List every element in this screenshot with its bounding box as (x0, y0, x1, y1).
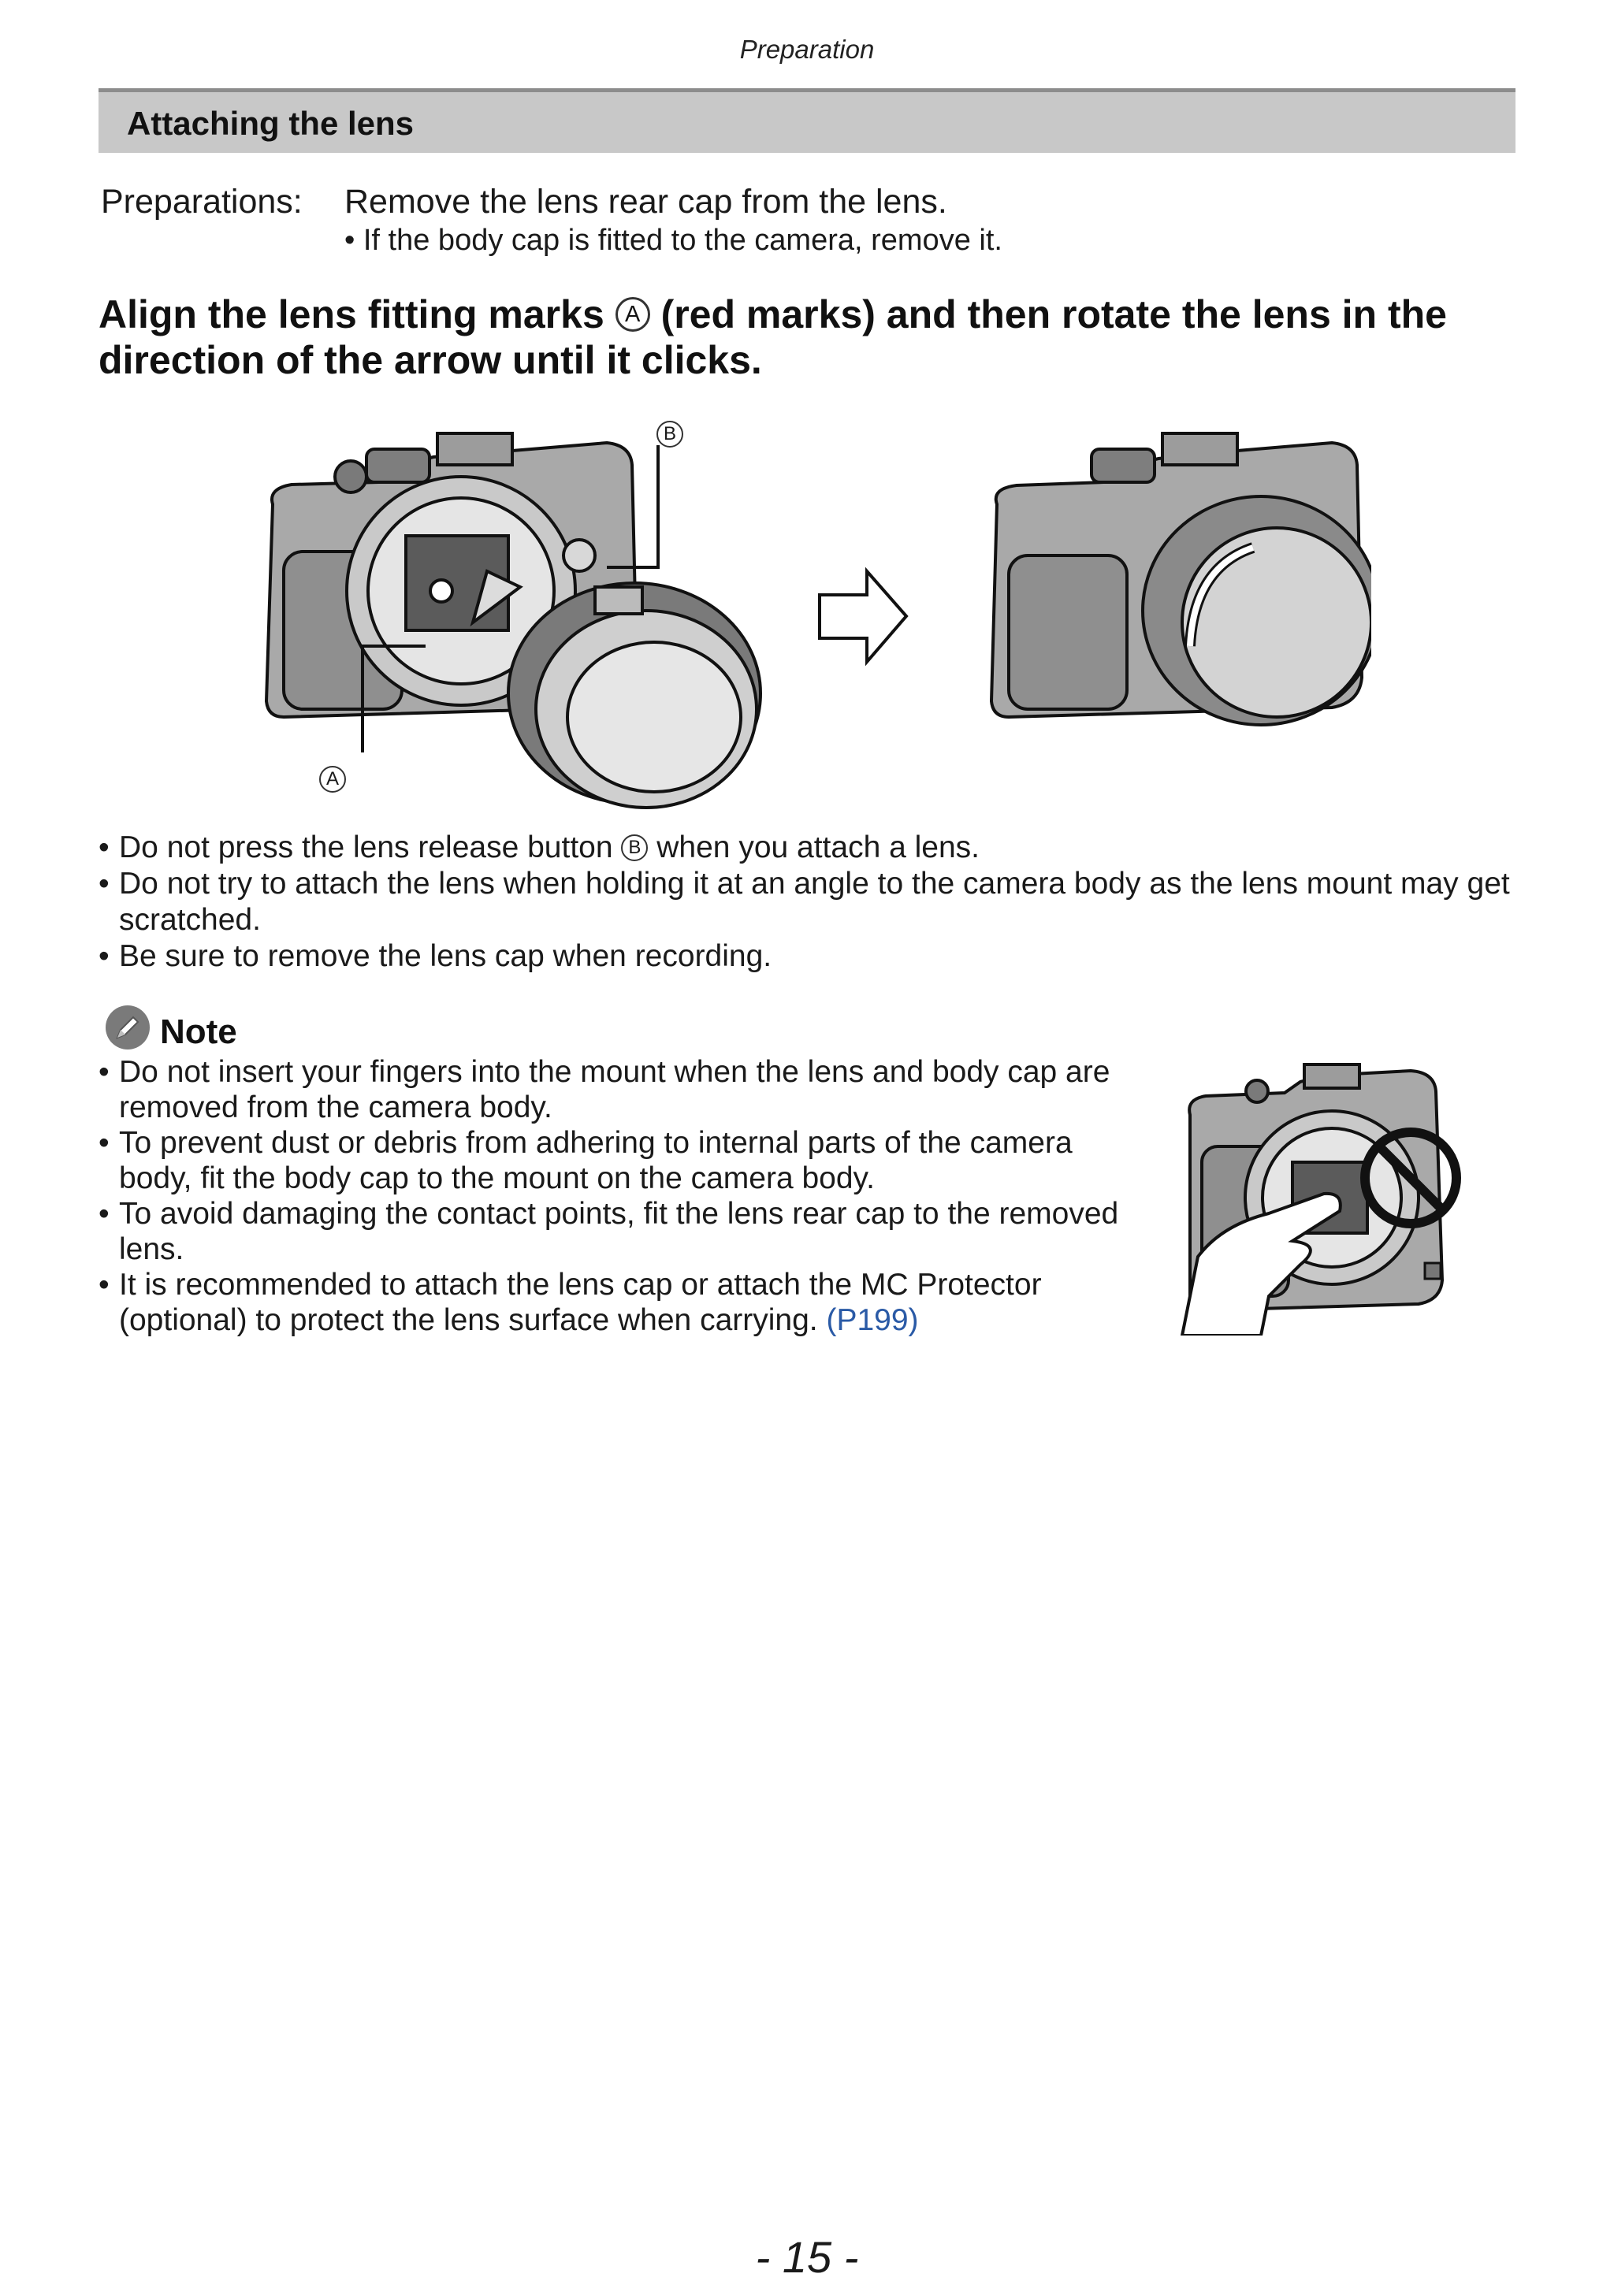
preparations-text: Remove the lens rear cap from the lens. (344, 183, 947, 221)
note-item: • To prevent dust or debris from adhering to internal parts of the camera body, fit the body cap to the mount on the camera body. (99, 1125, 1147, 1196)
pencil-note-icon (105, 1005, 151, 1050)
cautions-list (99, 830, 1517, 975)
page-number: - 15 - (755, 2232, 859, 2282)
preparations-label: Preparations: (101, 183, 303, 221)
step-mark-a: A (615, 297, 650, 332)
caution-item: • Be sure to remove the lens cap when recording. (99, 938, 1517, 975)
section-title: Attaching the lens (127, 105, 415, 142)
page-reference-link[interactable]: (P199) (826, 1303, 919, 1337)
caution-item: • Do not try to attach the lens when holding it at an angle to the camera body as the lens mount may get scratched. (99, 866, 1517, 938)
preparations-sub-text: If the body cap is fitted to the camera, remove it. (363, 224, 1002, 257)
note-list (99, 1054, 1147, 1338)
finger-warning-illustration (1174, 1060, 1505, 1336)
caution-item1-before: Do not press the lens release button (119, 830, 613, 864)
figure-label-a: A (319, 766, 346, 793)
figure-label-b: B (656, 421, 683, 448)
section-header-bar (99, 88, 1515, 153)
note-title: Note (160, 1012, 237, 1051)
lens-attach-illustration (236, 410, 1371, 819)
caution-item (99, 830, 1517, 866)
preparations-sub-bullet: • If the body cap is fitted to the camera, remove it. (344, 224, 1002, 257)
note-item-text: It is recommended to attach the lens cap or attach the MC Protector (optional) to protect the lens surface when carrying. (119, 1268, 1042, 1337)
caution-item1-after: when you attach a lens. (656, 830, 980, 864)
caution-mark-b: B (621, 834, 648, 861)
section-tag: Preparation (739, 35, 875, 64)
step-instruction (99, 292, 1517, 383)
arrow-right-icon (820, 571, 906, 662)
step-text-after: (red marks) and then rotate the lens in the direction of the arrow until it clicks. (99, 292, 1447, 382)
note-item: • Do not insert your fingers into the mount when the lens and body cap are removed from the camera body. (99, 1054, 1147, 1125)
note-header (105, 1005, 237, 1052)
lens-left-illustration (508, 583, 761, 808)
note-item (99, 1267, 1147, 1338)
note-item: • To avoid damaging the contact points, fit the lens rear cap to the removed lens. (99, 1196, 1147, 1267)
camera-right-illustration (991, 433, 1371, 725)
step-text-before: Align the lens fitting marks (99, 292, 604, 336)
